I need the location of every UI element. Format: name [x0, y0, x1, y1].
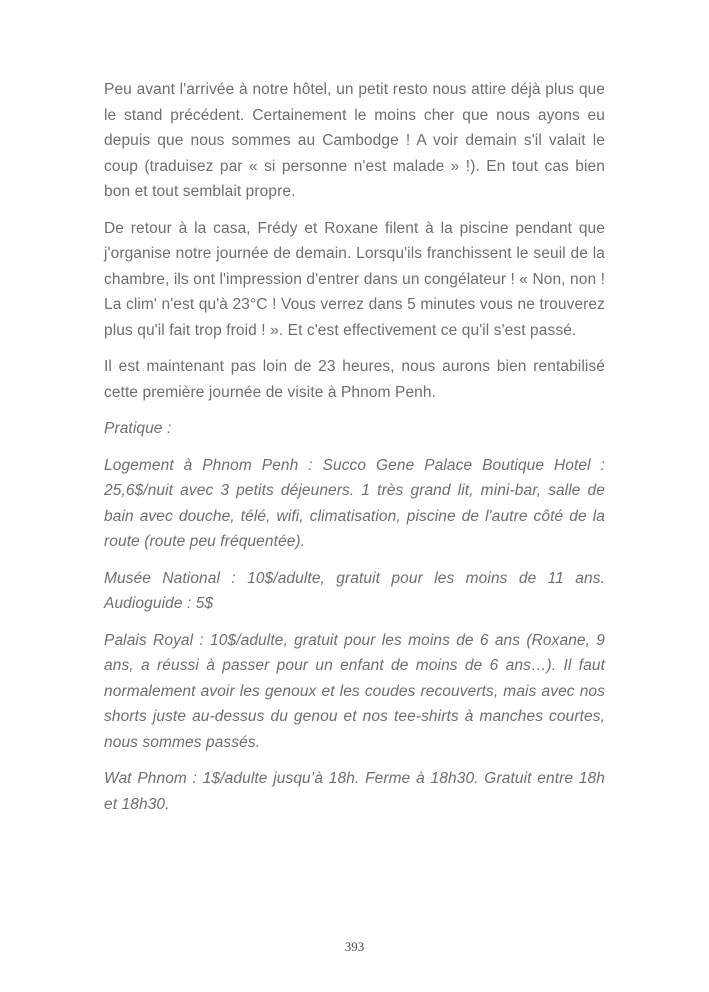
paragraph-resto: Peu avant l'arrivée à notre hôtel, un petit resto nous attire déjà plus que le stand précédent. Certainement le moins cher que nous ayons eu depuis que nous sommes au Cambodge ! A voir demain s'il valait le coup (traduisez par « si personne n'est malade » !). En tout cas bien bon et tout semblait propre. — [104, 81, 605, 200]
page-footer — [0, 938, 709, 956]
heading-pratique: Pratique : — [104, 420, 172, 437]
paragraph-23-heures: Il est maintenant pas loin de 23 heures, nous aurons bien rentabilisé cette première journée de visite à Phnom Penh. — [104, 358, 605, 401]
page-number: 393 — [344, 939, 365, 954]
paragraph-palais-royal: Palais Royal : 10$/adulte, gratuit pour les moins de 6 ans (Roxane, 9 ans, a réussi à passer pour un enfant de moins de 6 ans…). Il faut normalement avoir les genoux et les coudes recouverts, mais avec nos shorts juste au-dessus du genou et nos tee-shirts à manches courtes, nous sommes passés. — [104, 631, 605, 751]
paragraph-piscine-clim: De retour à la casa, Frédy et Roxane filent à la piscine pendant que j'organise notre journée de demain. Lorsqu'ils franchissent le seuil de la chambre, ils ont l'impression d'entrer dans un congélateur ! « Non, non ! La clim' n'est qu'à 23°C ! Vous verrez dans 5 minutes vous ne trouverez plus qu'il fait trop froid ! ». Et c'est effectivement ce qu'il s'est passé. — [104, 219, 605, 339]
page-content — [104, 77, 605, 828]
paragraph-logement: Logement à Phnom Penh : Succo Gene Palace Boutique Hotel : 25,6$/nuit avec 3 petits déjeuners. 1 très grand lit, mini-bar, salle de bain avec douche, télé, wifi, climatisation, piscine de l'autre côté de la route (route peu fréquentée). — [104, 456, 605, 550]
paragraph-wat-phnom: Wat Phnom : 1$/adulte jusqu’à 18h. Ferme à 18h30. Gratuit entre 18h et 18h30. — [104, 770, 605, 813]
paragraph-musee-national: Musée National : 10$/adulte, gratuit pour les moins de 11 ans. Audioguide : 5$ — [104, 569, 605, 612]
